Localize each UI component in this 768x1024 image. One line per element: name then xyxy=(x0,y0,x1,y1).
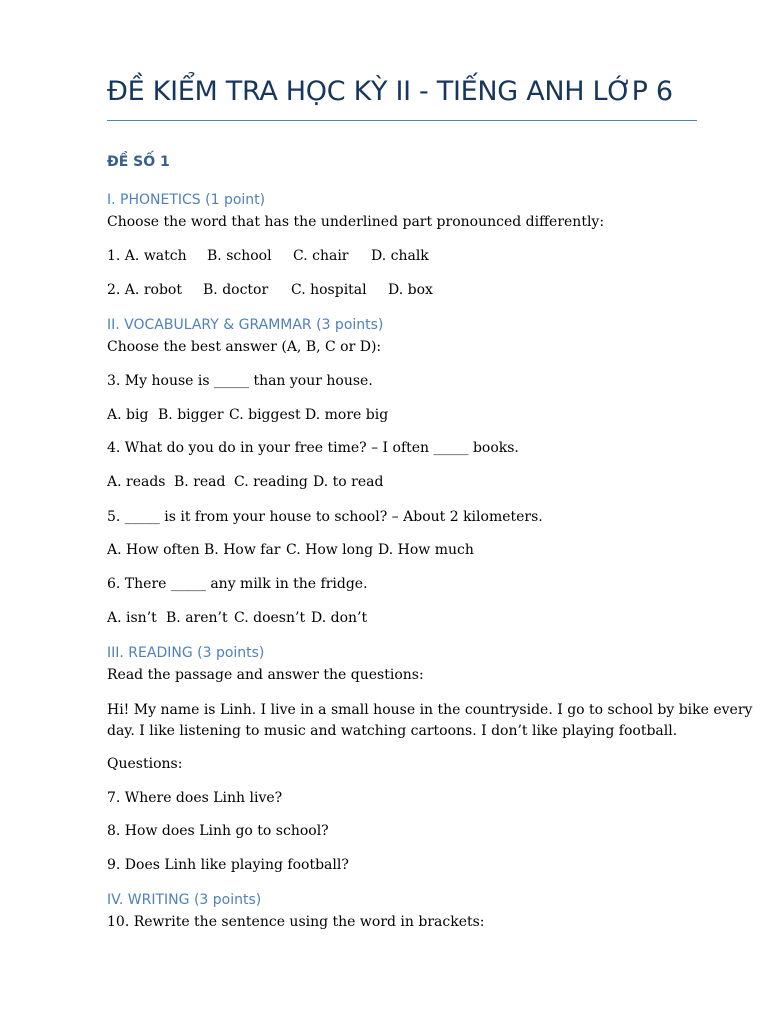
option: C. chair xyxy=(293,248,349,264)
question-5-options xyxy=(107,542,474,558)
title-divider xyxy=(107,120,697,121)
exam-label: ĐỀ SỐ 1 xyxy=(107,154,170,170)
question-4-options xyxy=(107,474,383,490)
option: A. reads xyxy=(107,474,166,490)
option: B. How far xyxy=(204,542,281,558)
option: A. big xyxy=(107,407,149,423)
questions-label: Questions: xyxy=(107,756,183,772)
section-heading-vocabulary: II. VOCABULARY & GRAMMAR (3 points) xyxy=(107,317,384,333)
option: C. doesn’t xyxy=(234,610,306,626)
question-7: 7. Where does Linh live? xyxy=(107,790,283,806)
question-10: 10. Rewrite the sentence using the word in brackets: xyxy=(107,914,485,930)
option: B. bigger xyxy=(158,407,224,423)
question-6-options xyxy=(107,610,367,626)
question-2-options xyxy=(107,282,433,298)
reading-instruction: Read the passage and answer the questions: xyxy=(107,667,424,683)
page-title: ĐỀ KIỂM TRA HỌC KỲ II - TIẾNG ANH LỚP 6 xyxy=(107,76,673,107)
option: C. reading xyxy=(234,474,308,490)
reading-passage-line-2: day. I like listening to music and watching cartoons. I don’t like playing football. xyxy=(107,723,678,739)
question-9: 9. Does Linh like playing football? xyxy=(107,857,349,873)
option: A. How often xyxy=(107,542,200,558)
question-1-options xyxy=(107,248,429,264)
question-4: 4. What do you do in your free time? – I often _____ books. xyxy=(107,440,519,456)
reading-passage-line-1: Hi! My name is Linh. I live in a small house in the countryside. I go to school by bike every xyxy=(107,702,753,718)
option: C. hospital xyxy=(291,282,367,298)
option: C. How long xyxy=(286,542,374,558)
question-3: 3. My house is _____ than your house. xyxy=(107,373,373,389)
option: B. school xyxy=(207,248,272,264)
option: D. How much xyxy=(378,542,474,558)
question-8: 8. How does Linh go to school? xyxy=(107,823,329,839)
option: 1. A. watch xyxy=(107,248,187,264)
option: D. don’t xyxy=(311,610,368,626)
option: D. chalk xyxy=(371,248,429,264)
option: C. biggest xyxy=(229,407,301,423)
phonetics-instruction: Choose the word that has the underlined part pronounced differently: xyxy=(107,214,605,230)
section-heading-phonetics: I. PHONETICS (1 point) xyxy=(107,192,266,208)
option: B. doctor xyxy=(203,282,269,298)
option: D. box xyxy=(388,282,433,298)
question-3-options xyxy=(107,407,388,423)
option: B. read xyxy=(174,474,226,490)
question-6: 6. There _____ any milk in the fridge. xyxy=(107,576,368,592)
option: B. aren’t xyxy=(166,610,228,626)
vocabulary-instruction: Choose the best answer (A, B, C or D): xyxy=(107,339,382,355)
question-5: 5. _____ is it from your house to school? – About 2 kilometers. xyxy=(107,509,543,525)
option: D. to read xyxy=(313,474,384,490)
option: 2. A. robot xyxy=(107,282,182,298)
option: D. more big xyxy=(305,407,389,423)
section-heading-reading: III. READING (3 points) xyxy=(107,645,265,661)
section-heading-writing: IV. WRITING (3 points) xyxy=(107,892,262,908)
option: A. isn’t xyxy=(107,610,157,626)
